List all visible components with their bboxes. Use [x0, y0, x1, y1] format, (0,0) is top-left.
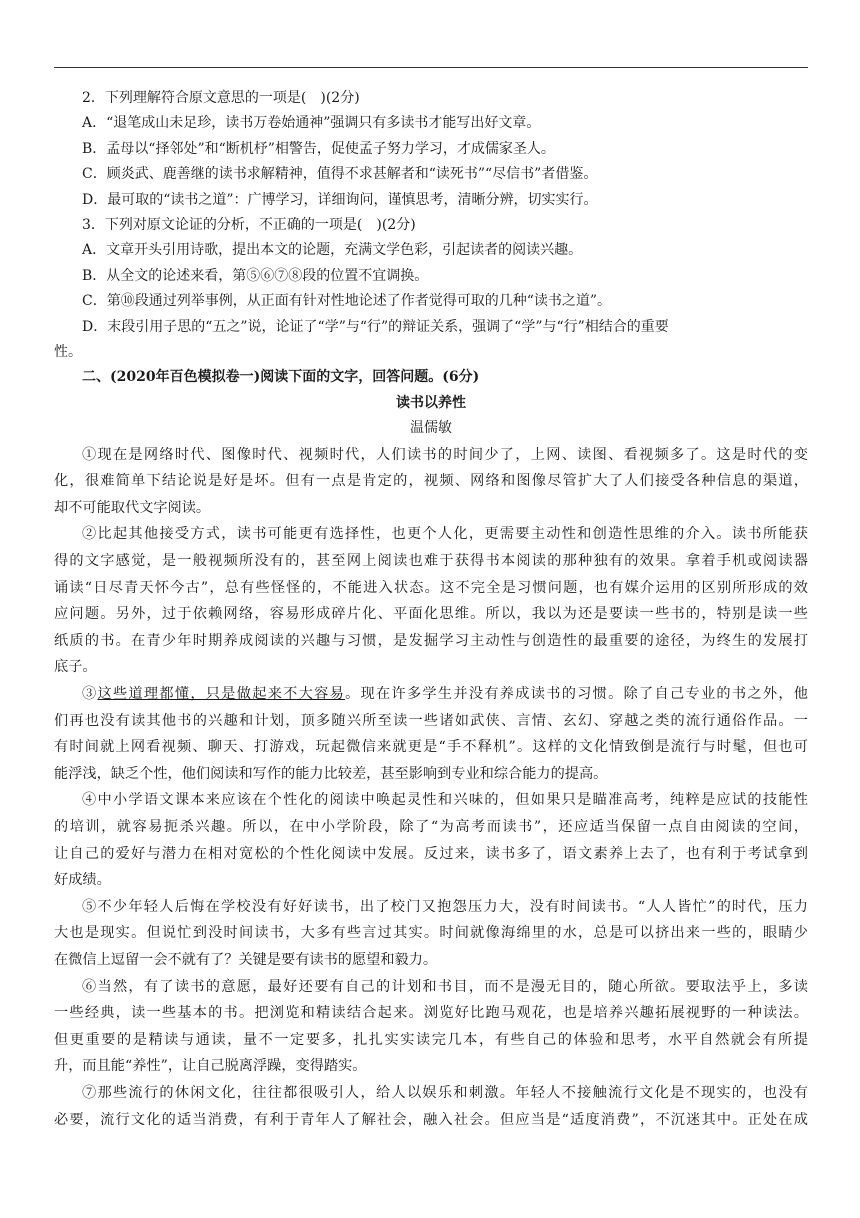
paragraph-6	[54, 974, 808, 1080]
paragraph-3	[54, 681, 808, 787]
paragraph-2	[54, 521, 808, 681]
paragraph-line: 大也是现实。但说忙到没时间读书，大多有些言过其实。时间就像海绵里的水，总是可以挤出来一些的，眼睛少	[54, 925, 808, 942]
paragraph-line: 纸质的书。在青少年时期养成阅读的兴趣与习惯，是发掘学习主动性与创造性的最重要的途径，为终生的发展打	[54, 632, 808, 649]
paragraph-line: 升，而且能“养性”，让自己脱离浮躁，变得踏实。	[54, 1058, 367, 1075]
option-d: D．最可取的“读书之道”：广博学习，详细询问，谨慎思考，清晰分辨，切实实行。	[82, 191, 598, 208]
paragraph-line: 能浮浅，缺乏个性，他们阅读和写作的能力比较差，甚至影响到专业和综合能力的提高。	[54, 765, 608, 782]
paragraph-line: 但更重要的是精读与通读，量不一定要多，扎扎实实读完几本，有些自己的体验和思考，水平自然就会有所提	[54, 1031, 808, 1048]
paragraph-line: 却不可能取代文字阅读。	[54, 499, 211, 516]
paragraph-line: 的培训，就容易扼杀兴趣。所以，在中小学阶段，除了“为高考而读书”，还应适当保留一点自由阅读的空间，	[54, 819, 808, 835]
paragraph-line: 必要，流行文化的适当消费，有利于青年人了解社会，融入社会。但应当是“适度消费”，不沉迷其中。正处在成	[54, 1111, 808, 1128]
paragraph-line: 一些经典，读一些基本的书。把浏览和精读结合起来。浏览好比跑马观花，也是培养兴趣拓展视野的一种读法。	[54, 1005, 808, 1022]
paragraph-5	[54, 894, 808, 974]
paragraph-4	[54, 787, 808, 893]
option-a: A．“退笔成山未足珍，读书万卷始通神”强调只有多读书才能写出好文章。	[82, 115, 541, 132]
underlined-sentence: 这些道理都懂，只是做起来不大容易	[97, 686, 346, 703]
question-stem: 3．下列对原文论证的分析，不正确的一项是( )(2分)	[82, 217, 416, 234]
article-title: 读书以养性	[396, 394, 466, 411]
option-c: C．顾炎武、鹿善继的读书求解精神，值得不求甚解者和“读死书”“尽信书”者借鉴。	[82, 166, 598, 183]
document-page	[54, 86, 808, 1133]
option-a: A．文章开头引用诗歌，提出本文的论题，充满文学色彩，引起读者的阅读兴趣。	[82, 242, 583, 259]
paragraph-line: 得的文字感觉，是一般视频所没有的，甚至网上阅读也难于获得书本阅读的那种独有的效果。拿着手机或阅读器	[54, 553, 808, 570]
option-b: B．从全文的论述来看，第⑤⑥⑦⑧段的位置不宜调换。	[82, 267, 429, 284]
paragraph-line: 在微信上逗留一会不就有了？关键是要有读书的愿望和毅力。	[54, 951, 438, 968]
paragraph-line: 化，很难简单下结论说是好是坏。但有一点是肯定的，视频、网络和图像尽管扩大了人们接受各种信息的渠道，	[54, 473, 808, 490]
paragraph-line: ①现在是网络时代、图像时代、视频时代，人们读书的时间少了，上网、读图、看视频多了。这是时代的变	[82, 446, 808, 463]
section-heading: 二、(2020年百色模拟卷一)阅读下面的文字，回答问题。(6分)	[82, 369, 480, 386]
option-b: B．孟母以“择邻处”和“断机杼”相警告，促使孟子努力学习，才成儒家圣人。	[82, 140, 555, 157]
question-2	[54, 86, 808, 213]
paragraph-line	[54, 681, 808, 708]
question-stem: 2．下列理解符合原文意思的一项是( )(2分)	[82, 90, 360, 106]
paragraph-line: ②比起其他接受方式，读书可能更有选择性，也更个人化，更需要主动性和创造性思维的介入。读书所能获	[82, 526, 808, 543]
option-d: D．末段引用子思的“五之”说，论证了“学”与“行”的辩证关系，强调了“学”与“行”相结合的重要	[82, 318, 669, 335]
paragraph-7	[54, 1080, 808, 1133]
paragraph-line: 底子。	[54, 659, 97, 676]
paragraph-1	[54, 442, 808, 522]
paragraph-line: ⑥当然，有了读书的意愿，最好还要有自己的计划和书目，而不是漫无目的，随心所欲。要取法乎上，多读	[82, 978, 808, 995]
option-c: C．第⑩段通过列举事例，从正面有针对性地论述了作者觉得可取的几种“读书之道”。	[82, 293, 612, 310]
paragraph-line: 应问题。另外，过于依赖网络，容易形成碎片化、平面化思维。所以，我以为还是要读一些书的，特别是读一些	[54, 606, 808, 623]
paragraph-line: 好成绩。	[54, 872, 111, 889]
question-3	[54, 213, 808, 365]
article-author: 温儒敏	[410, 420, 452, 437]
paragraph-line: 有时间就上网看视频、聊天、打游戏，玩起微信来就更是“手不释机”。这样的文化情致倒是流行与时髦，但也可	[54, 739, 808, 756]
option-d-continued: 性。	[54, 344, 82, 361]
paragraph-text: 。现在许多学生并没有养成读书的习惯。除了自己专业的书之外，他	[345, 686, 808, 703]
paragraph-line: ④中小学语文课本来应该在个性化的阅读中唤起灵性和兴味的，但如果只是瞄准高考，纯粹是应试的技能性	[82, 792, 808, 809]
paragraph-number: ③	[82, 686, 98, 703]
paragraph-line: 诵读“日尽青天怀今古”，总有些怪怪的，不能进入状态。这不完全是习惯问题，也有媒介运用的区别所形成的效	[54, 579, 808, 596]
paragraph-line: 们再也没有读其他书的兴趣和计划，顶多随兴所至读一些诸如武侠、言情、玄幻、穿越之类的流行通俗作品。一	[54, 712, 808, 729]
paragraph-line: 让自己的爱好与潜力在相对宽松的个性化阅读中发展。反过来，读书多了，语文素养上去了，也有利于考试拿到	[54, 845, 808, 862]
header-rule	[54, 67, 808, 68]
paragraph-line: ⑦那些流行的休闲文化，往往都很吸引人，给人以娱乐和刺激。年轻人不接触流行文化是不现实的，也没有	[82, 1084, 808, 1101]
paragraph-line: ⑤不少年轻人后悔在学校没有好好读书，出了校门又抱怨压力大，没有时间读书。“人人皆忙”的时代，压力	[82, 898, 808, 915]
